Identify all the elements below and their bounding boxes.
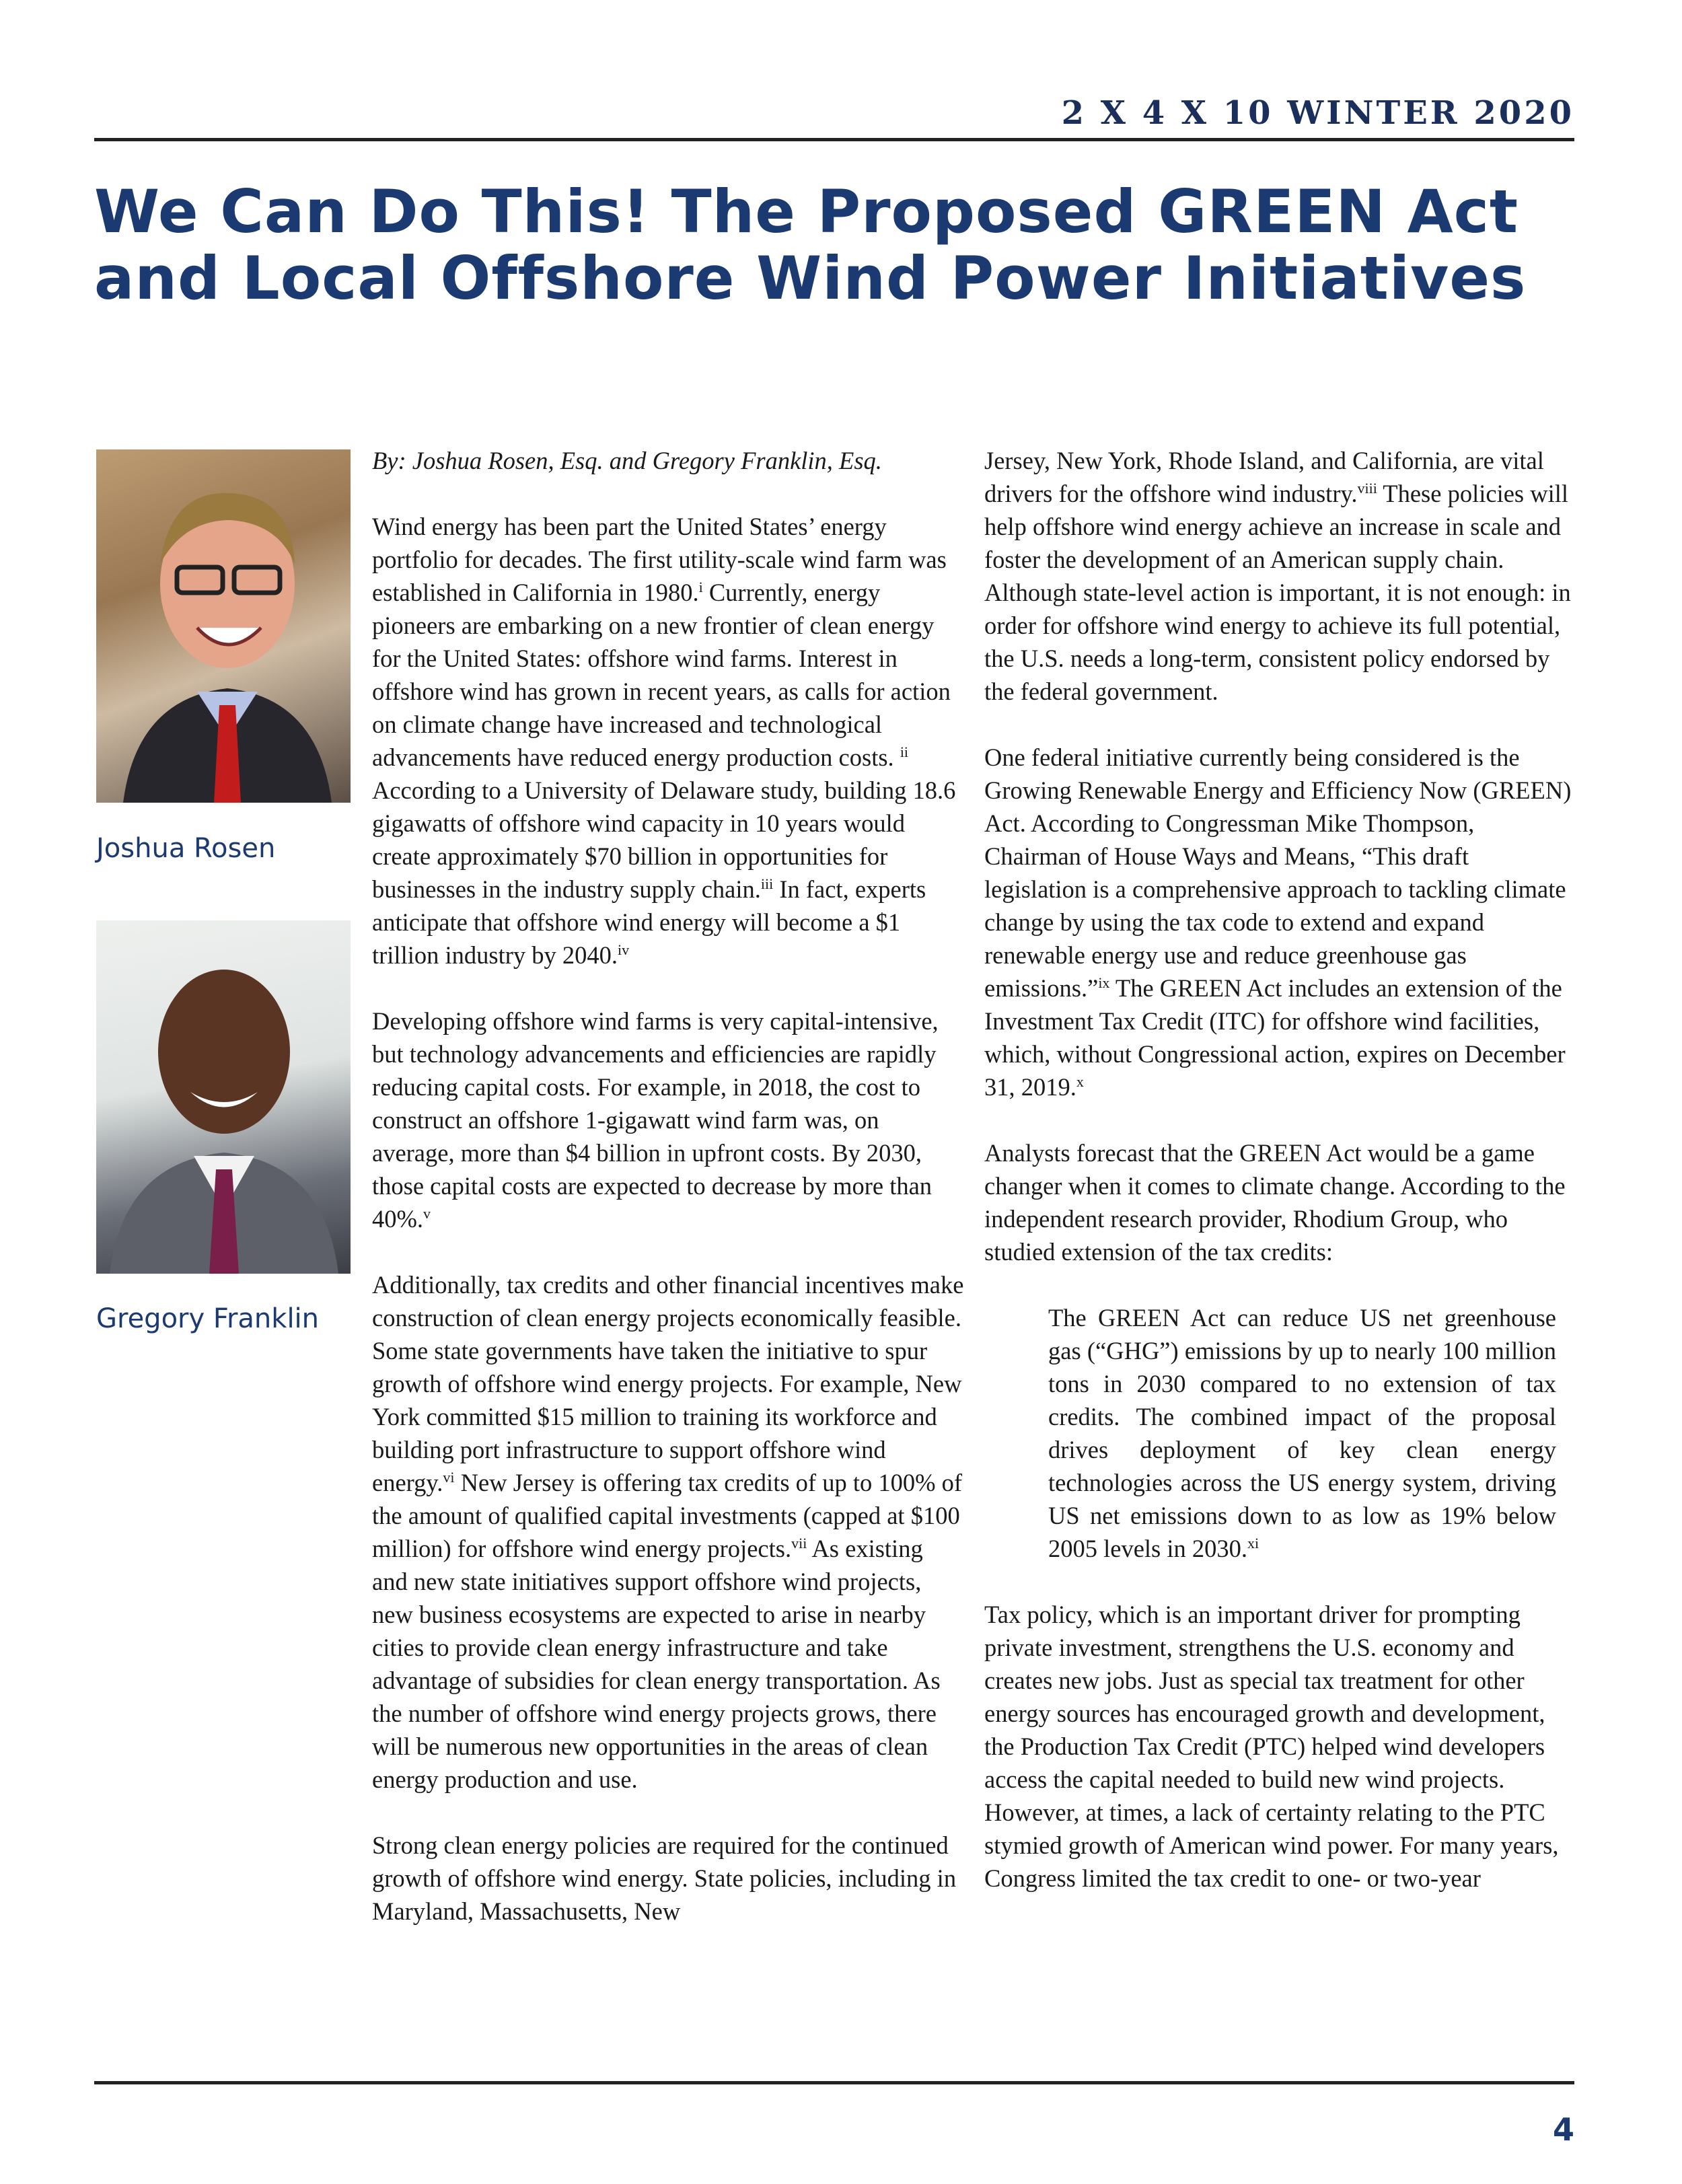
author-caption-rosen: Joshua Rosen	[96, 833, 276, 864]
paragraph: Wind energy has been part the United States’ energy portfolio for decades. The first utility-scale wind farm was established in California in 1980.$^i$ Currently, energy pioneers are embarking on a new frontier of clean energy for the United States: offshore wind farms. Interest in offshore wind has grown in recent years, as calls for action on climate change have increased and technological advancements have reduced energy production costs. $^{ii}$ According to a University of Delaware study, building 18.6 gigawatts of offshore wind capacity in 10 years would create approximately $70 billion in opportunities for businesses in the industry supply chain.$^{iii}$ In fact, experts anticipate that offshore wind energy will become a $1 trillion industry by 2040.$^{iv}$	[372, 513, 956, 969]
page-number: 4	[1552, 2111, 1574, 2148]
footer-divider	[94, 2081, 1574, 2084]
article-column-left	[372, 444, 964, 1928]
issue-header: 2 X 4 X 10 WINTER 2020	[1061, 94, 1574, 132]
footnote-marker[interactable]: v	[423, 1204, 431, 1222]
footnote-marker[interactable]: x	[1076, 1072, 1084, 1090]
byline: By: Joshua Rosen, Esq. and Gregory Franklin, Esq.	[372, 447, 882, 474]
footnote-marker[interactable]: ix	[1098, 974, 1110, 991]
author-caption-franklin: Gregory Franklin	[96, 1303, 320, 1334]
footnote-marker[interactable]: i	[698, 578, 703, 595]
footnote-marker[interactable]: iii	[760, 875, 774, 892]
paragraph: Strong clean energy policies are required for the continued growth of offshore wind energy. State policies, including in Maryland, Massachusetts, New	[372, 1831, 957, 1925]
portrait-photo-franklin	[96, 920, 351, 1274]
footnote-marker[interactable]: vii	[791, 1534, 807, 1552]
article-column-right	[984, 444, 1576, 1895]
article-title: We Can Do This! The Proposed GREEN Act and Local Offshore Wind Power Initiatives	[94, 177, 1527, 314]
block-quote: The GREEN Act can reduce US net greenhouse gas (“GHG”) emissions by up to nearly 100 million tons in 2030 compared to no extension of tax credits. The combined impact of the proposal drives deployment of key clean energy technologies across the US energy system, driving US net emissions down to as low as 19% below 2005 levels in 2030.$^{xi}$	[1048, 1304, 1556, 1562]
paragraph: Analysts forecast that the GREEN Act would be a game changer when it comes to climate change. According to the independent research provider, Rhodium Group, who studied extension of the tax credits:	[984, 1139, 1566, 1266]
paragraph: Jersey, New York, Rhode Island, and California, are vital drivers for the offshore wind industry.$^{viii}$ These policies will help offshore wind energy achieve an increase in scale and foster the development of an American supply chain. Although state-level action is important, it is not enough: in order for offshore wind energy to achieve its full potential, the U.S. needs a long-term, consistent policy endorsed by the federal government.	[984, 447, 1571, 705]
paragraph: One federal initiative currently being considered is the Growing Renewable Energy and Efficiency Now (GREEN) Act. According to Congressman Mike Thompson, Chairman of House Ways and Means, “This draft legislation is a comprehensive approach to tackling climate change by using the tax code to extend and expand renewable energy use and reduce greenhouse gas emissions.”$^{ix}$ The GREEN Act includes an extension of the Investment Tax Credit (ITC) for offshore wind facilities, which, without Congressional action, expires on December 31, 2019.$^x$	[984, 743, 1572, 1101]
paragraph: Developing offshore wind farms is very capital-intensive, but technology advancements and efficiencies are rapidly reducing capital costs. For example, in 2018, the cost to construct an offshore 1-gigawatt wind farm was, on average, more than $4 billion in upfront costs. By 2030, those capital costs are expected to decrease by more than 40%.$^v$	[372, 1007, 939, 1233]
footnote-marker[interactable]: viii	[1357, 479, 1377, 497]
portrait-photo-rosen	[96, 449, 351, 803]
header-divider	[94, 138, 1574, 141]
footnote-marker[interactable]: iv	[618, 941, 630, 958]
paragraph: Additionally, tax credits and other financial incentives make construction of clean energy projects economically feasible. Some state governments have taken the initiative to spur growth of offshore wind energy projects. For example, New York committed $15 million to training its workforce and building port infrastructure to support offshore wind energy.$^{vi}$ New Jersey is offering tax credits of up to 100% of the amount of qualified capital investments (capped at $100 million) for offshore wind energy projects.$^{vii}$ As existing and new state initiatives support offshore wind projects, new business ecosystems are expected to arise in nearby cities to provide clean energy infrastructure and take advantage of subsidies for clean energy transportation. As the number of offshore wind energy projects grows, there will be numerous new opportunities in the areas of clean energy production and use.	[372, 1271, 964, 1793]
footnote-marker[interactable]: vi	[443, 1468, 455, 1486]
portrait-photo-icon	[96, 449, 351, 803]
paragraph: Tax policy, which is an important driver for prompting private investment, strengthens the U.S. economy and creates new jobs. Just as special tax treatment for other energy sources has encouraged growth and development, the Production Tax Credit (PTC) helped wind developers access the capital needed to build new wind projects. However, at times, a lack of certainty relating to the PTC stymied growth of American wind power. For many years, Congress limited the tax credit to one- or two-year	[984, 1601, 1559, 1892]
footnote-marker[interactable]: xi	[1247, 1534, 1259, 1552]
footnote-marker[interactable]: ii	[900, 743, 909, 760]
portrait-photo-icon	[96, 920, 351, 1274]
